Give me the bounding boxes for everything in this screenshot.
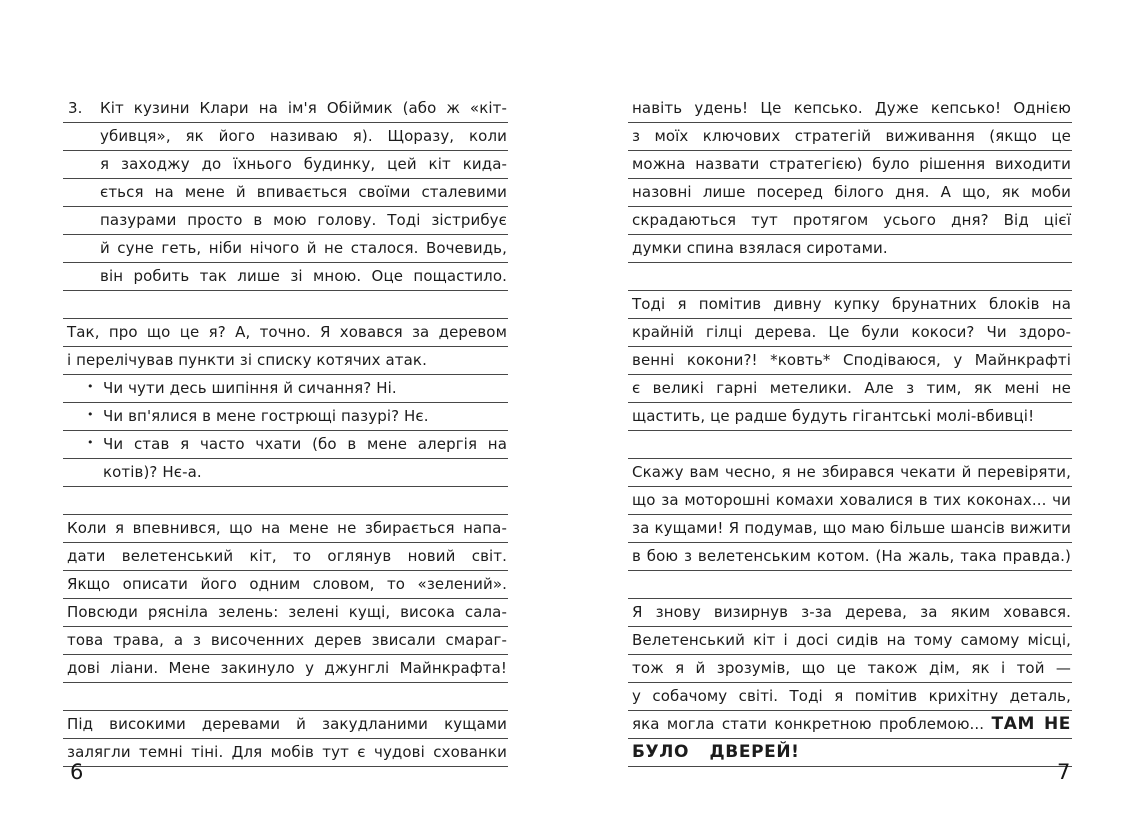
text-line	[63, 123, 508, 151]
line-text: й суне геть, ніби нічого й не сталося. Вочевидь,	[100, 239, 507, 257]
text-line	[63, 347, 508, 375]
emphasis-caps-text: БУЛО ДВЕРЕЙ!	[632, 742, 800, 762]
text-line	[63, 459, 508, 487]
ruled-blank-line	[628, 263, 1072, 291]
text-line	[628, 487, 1072, 515]
line-text: котів)? Нє-а.	[103, 463, 202, 481]
line-text: ється на мене й впивається своїми сталевими	[100, 183, 507, 201]
line-text: можна назвати стратегією) було рішення виходити	[632, 155, 1071, 173]
text-line	[628, 599, 1072, 627]
ruled-blank-line	[63, 291, 508, 319]
line-text: є великі гарні метелики. Але з тим, як мені не	[632, 379, 1071, 397]
text-line	[63, 95, 508, 123]
text-line	[63, 571, 508, 599]
text-line	[63, 655, 508, 683]
page-number-right: 7	[1057, 760, 1071, 784]
text-line	[628, 207, 1072, 235]
text-line	[63, 543, 508, 571]
bullet-icon: •	[87, 380, 94, 393]
text-line	[628, 515, 1072, 543]
line-text: з моїх ключових стратегій виживання (якщо це	[632, 127, 1071, 145]
text-line	[628, 123, 1072, 151]
text-line	[63, 431, 508, 459]
line-text: в бою з велетенським котом. (На жаль, така правда.)	[632, 547, 1071, 565]
line-text: залягли темні тіні. Для мобів тут є чудові схованки	[67, 743, 507, 761]
page-column-right	[628, 95, 1072, 767]
ruled-blank-line	[628, 431, 1072, 459]
text-line	[63, 599, 508, 627]
line-text: Чи чути десь шипіння й сичання? Ні.	[103, 379, 397, 397]
text-line	[63, 515, 508, 543]
line-text: Скажу вам чесно, я не збирався чекати й перевіряти,	[632, 463, 1071, 481]
line-text: Я знову визирнув з-за дерева, за яким ховався.	[632, 603, 1071, 621]
line-text: Кіт кузини Клари на ім'я Обіймик (або ж «кіт-	[100, 99, 507, 117]
line-text: він робить так лише зі мною. Оце пощастило.	[100, 267, 507, 285]
line-text: Чи став я часто чхати (бо в мене алергія на	[103, 435, 507, 453]
line-text: венні кокони?! *ковть* Сподіваюся, у Майнкрафті	[632, 351, 1071, 369]
text-line	[63, 739, 508, 767]
line-text: тож я й зрозумів, що це також дім, як і той —	[632, 659, 1071, 677]
line-text: що за моторошні комахи ховалися в тих коконах... чи	[632, 491, 1071, 509]
text-line	[63, 179, 508, 207]
text-line	[628, 95, 1072, 123]
text-line	[628, 543, 1072, 571]
text-line	[628, 683, 1072, 711]
text-line	[628, 235, 1072, 263]
line-text: убивця», як його називаю я). Щоразу, коли	[100, 127, 507, 145]
text-line	[63, 711, 508, 739]
emphasis-caps-text: ТАМ НЕ	[991, 714, 1072, 734]
text-line	[628, 459, 1072, 487]
bullet-icon: •	[87, 408, 94, 421]
text-line	[628, 711, 1072, 739]
text-line	[63, 235, 508, 263]
line-text: пазурами просто в мою голову. Тоді зістрибує	[100, 211, 507, 229]
line-text: дові ліани. Мене закинуло у джунглі Майнкрафта!	[67, 659, 507, 677]
text-line	[628, 151, 1072, 179]
line-text: яка могла стати конкретною проблемою...	[632, 715, 992, 733]
text-line	[628, 627, 1072, 655]
line-text: Повсюди рясніла зелень: зелені кущі, висока сала-	[67, 603, 507, 621]
line-text: я заходжу до їхнього будинку, цей кіт кида-	[100, 155, 507, 173]
bullet-icon: •	[87, 436, 94, 449]
line-text: Чи вп'ялися в мене гострющі пазурі? Нє.	[103, 407, 429, 425]
text-line	[628, 403, 1072, 431]
text-line	[63, 627, 508, 655]
line-text: і перелічував пункти зі списку котячих атак.	[67, 351, 427, 369]
line-text: това трава, а з височенних дерев звисали смараг-	[67, 631, 507, 649]
text-line	[628, 291, 1072, 319]
text-line	[63, 403, 508, 431]
text-line	[628, 655, 1072, 683]
line-text: Якщо описати його одним словом, то «зелений».	[67, 575, 507, 593]
line-text: дати велетенський кіт, то оглянув новий світ.	[67, 547, 507, 565]
line-text: Так, про що це я? А, точно. Я ховався за деревом	[67, 323, 507, 341]
line-text: щастить, це радше будуть гігантські молі-вбивці!	[632, 407, 1035, 425]
text-line	[628, 319, 1072, 347]
text-line	[63, 375, 508, 403]
text-line	[63, 151, 508, 179]
page-number-left: 6	[70, 760, 84, 784]
ruled-blank-line	[63, 487, 508, 515]
text-line	[628, 347, 1072, 375]
text-line	[63, 263, 508, 291]
line-text: за кущами! Я подумав, що маю більше шансів вижити	[632, 519, 1071, 537]
ruled-blank-line	[63, 683, 508, 711]
line-text: назовні лише посеред білого дня. А що, як моби	[632, 183, 1071, 201]
text-line	[628, 375, 1072, 403]
ruled-blank-line	[628, 571, 1072, 599]
line-text: Під високими деревами й закудланими кущами	[67, 715, 507, 733]
line-text: Тоді я помітив дивну купку брунатних блоків на	[632, 295, 1071, 313]
list-number: 3.	[68, 99, 83, 117]
line-text: у собачому світі. Тоді я помітив крихітну деталь,	[632, 687, 1071, 705]
line-text: Велетенський кіт і досі сидів на тому самому місці,	[632, 631, 1071, 649]
text-line	[628, 179, 1072, 207]
line-text: Коли я впевнився, що на мене не збирається напа-	[67, 519, 507, 537]
line-text: скрадаються тут протягом усього дня? Від цієї	[632, 211, 1071, 229]
text-line	[63, 207, 508, 235]
line-text: думки спина взялася сиротами.	[632, 239, 888, 257]
line-text: навіть удень! Це кепсько. Дуже кепсько! Однією	[632, 99, 1071, 117]
line-text: крайній гілці дерева. Це були кокоси? Чи здоро-	[632, 323, 1071, 341]
text-line	[628, 739, 1072, 767]
text-line	[63, 319, 508, 347]
page-column-left	[63, 95, 508, 767]
